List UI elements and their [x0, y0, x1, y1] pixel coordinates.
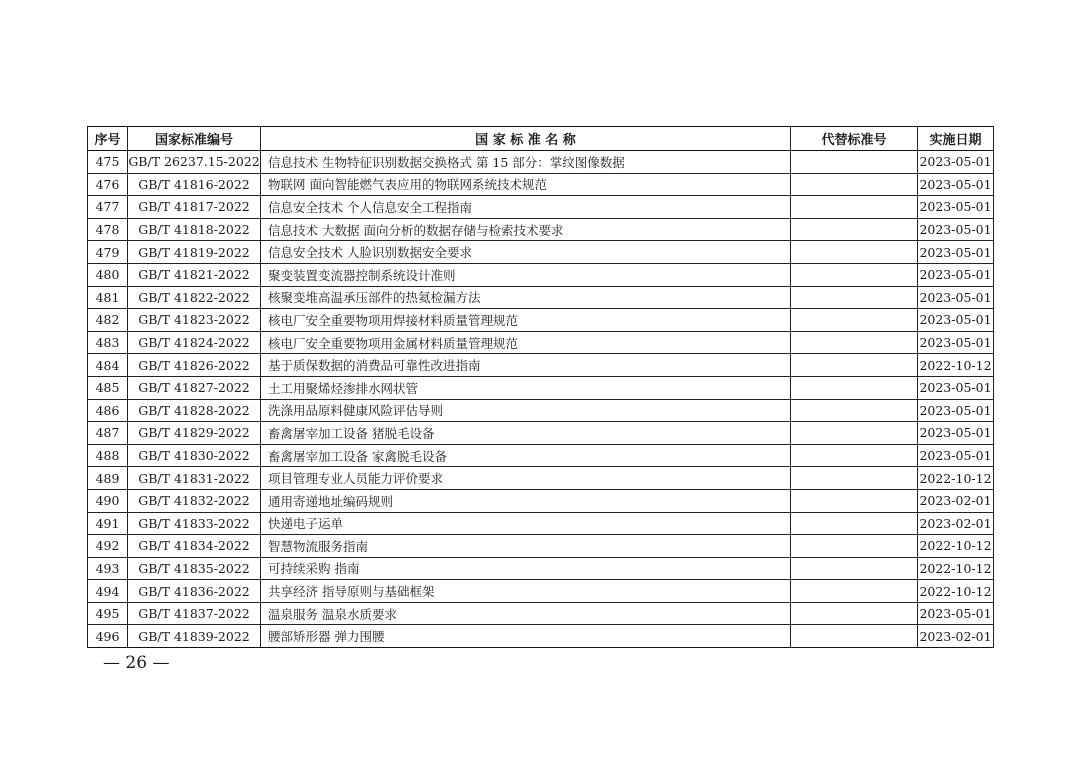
cell-replaced — [791, 241, 918, 264]
cell-code: GB/T 41835-2022 — [128, 557, 261, 580]
cell-seq: 486 — [88, 399, 128, 422]
table-body — [88, 151, 994, 648]
cell-name: 快递电子运单 — [261, 512, 791, 535]
cell-name: 土工用聚烯烃渗排水网状管 — [261, 376, 791, 399]
cell-date: 2023-05-01 — [918, 422, 994, 445]
cell-code: GB/T 41830-2022 — [128, 444, 261, 467]
cell-seq: 488 — [88, 444, 128, 467]
table-row — [88, 399, 994, 422]
cell-name: 温泉服务 温泉水质要求 — [261, 602, 791, 625]
cell-seq: 483 — [88, 331, 128, 354]
cell-date: 2023-05-01 — [918, 331, 994, 354]
cell-seq: 484 — [88, 354, 128, 377]
cell-date: 2023-05-01 — [918, 263, 994, 286]
table-row — [88, 196, 994, 219]
cell-date: 2023-05-01 — [918, 444, 994, 467]
cell-replaced — [791, 444, 918, 467]
cell-date: 2023-05-01 — [918, 218, 994, 241]
table-row — [88, 286, 994, 309]
cell-seq: 490 — [88, 489, 128, 512]
table-row — [88, 309, 994, 332]
cell-replaced — [791, 354, 918, 377]
cell-replaced — [791, 309, 918, 332]
cell-replaced — [791, 580, 918, 603]
cell-replaced — [791, 196, 918, 219]
cell-name: 核电厂安全重要物项用焊接材料质量管理规范 — [261, 309, 791, 332]
cell-code: GB/T 41834-2022 — [128, 535, 261, 558]
table-row — [88, 444, 994, 467]
cell-name: 信息技术 大数据 面向分析的数据存储与检索技术要求 — [261, 218, 791, 241]
cell-name: 核聚变堆高温承压部件的热氦检漏方法 — [261, 286, 791, 309]
cell-code: GB/T 41816-2022 — [128, 173, 261, 196]
table-row — [88, 263, 994, 286]
table-row — [88, 467, 994, 490]
table-row — [88, 580, 994, 603]
cell-name: 核电厂安全重要物项用金属材料质量管理规范 — [261, 331, 791, 354]
table-row — [88, 151, 994, 174]
cell-seq: 475 — [88, 151, 128, 174]
cell-seq: 494 — [88, 580, 128, 603]
header-code: 国家标准编号 — [128, 127, 261, 151]
cell-date: 2022-10-12 — [918, 535, 994, 558]
cell-replaced — [791, 422, 918, 445]
cell-seq: 485 — [88, 376, 128, 399]
cell-code: GB/T 41827-2022 — [128, 376, 261, 399]
table-row — [88, 218, 994, 241]
table-row — [88, 354, 994, 377]
cell-name: 智慧物流服务指南 — [261, 535, 791, 558]
table-row — [88, 241, 994, 264]
cell-replaced — [791, 557, 918, 580]
cell-date: 2023-02-01 — [918, 512, 994, 535]
standards-table — [87, 126, 994, 648]
cell-date: 2023-02-01 — [918, 489, 994, 512]
cell-replaced — [791, 151, 918, 174]
cell-date: 2023-05-01 — [918, 376, 994, 399]
cell-replaced — [791, 218, 918, 241]
cell-code: GB/T 41818-2022 — [128, 218, 261, 241]
cell-name: 共享经济 指导原则与基础框架 — [261, 580, 791, 603]
cell-date: 2023-02-01 — [918, 625, 994, 648]
cell-code: GB/T 41826-2022 — [128, 354, 261, 377]
cell-replaced — [791, 602, 918, 625]
cell-code: GB/T 41822-2022 — [128, 286, 261, 309]
cell-code: GB/T 41832-2022 — [128, 489, 261, 512]
cell-seq: 487 — [88, 422, 128, 445]
cell-date: 2023-05-01 — [918, 151, 994, 174]
cell-code: GB/T 41823-2022 — [128, 309, 261, 332]
cell-name: 物联网 面向智能燃气表应用的物联网系统技术规范 — [261, 173, 791, 196]
cell-seq: 491 — [88, 512, 128, 535]
cell-replaced — [791, 512, 918, 535]
cell-replaced — [791, 467, 918, 490]
cell-date: 2023-05-01 — [918, 602, 994, 625]
cell-code: GB/T 41837-2022 — [128, 602, 261, 625]
header-seq: 序号 — [88, 127, 128, 151]
cell-name: 聚变装置变流器控制系统设计准则 — [261, 263, 791, 286]
cell-date: 2023-05-01 — [918, 399, 994, 422]
cell-name: 腰部矫形器 弹力围腰 — [261, 625, 791, 648]
cell-date: 2022-10-12 — [918, 580, 994, 603]
table-row — [88, 557, 994, 580]
cell-seq: 480 — [88, 263, 128, 286]
cell-code: GB/T 41833-2022 — [128, 512, 261, 535]
cell-replaced — [791, 535, 918, 558]
header-replaced: 代替标准号 — [791, 127, 918, 151]
cell-name: 可持续采购 指南 — [261, 557, 791, 580]
header-name: 国 家 标 准 名 称 — [261, 127, 791, 151]
cell-date: 2023-05-01 — [918, 173, 994, 196]
cell-date: 2022-10-12 — [918, 354, 994, 377]
cell-name: 信息技术 生物特征识别数据交换格式 第 15 部分：掌纹图像数据 — [261, 151, 791, 174]
cell-seq: 493 — [88, 557, 128, 580]
cell-date: 2023-05-01 — [918, 196, 994, 219]
cell-seq: 496 — [88, 625, 128, 648]
cell-code: GB/T 41817-2022 — [128, 196, 261, 219]
cell-code: GB/T 41839-2022 — [128, 625, 261, 648]
table-row — [88, 489, 994, 512]
cell-replaced — [791, 331, 918, 354]
cell-replaced — [791, 625, 918, 648]
header-date: 实施日期 — [918, 127, 994, 151]
cell-name: 畜禽屠宰加工设备 家禽脱毛设备 — [261, 444, 791, 467]
cell-seq: 478 — [88, 218, 128, 241]
table-row — [88, 422, 994, 445]
cell-date: 2023-05-01 — [918, 286, 994, 309]
cell-date: 2022-10-12 — [918, 467, 994, 490]
cell-seq: 481 — [88, 286, 128, 309]
cell-name: 基于质保数据的消费品可靠性改进指南 — [261, 354, 791, 377]
cell-seq: 476 — [88, 173, 128, 196]
cell-replaced — [791, 489, 918, 512]
cell-seq: 482 — [88, 309, 128, 332]
cell-name: 洗涤用品原料健康风险评估导则 — [261, 399, 791, 422]
cell-replaced — [791, 286, 918, 309]
cell-date: 2022-10-12 — [918, 557, 994, 580]
table-row — [88, 512, 994, 535]
cell-code: GB/T 26237.15-2022 — [128, 151, 261, 174]
cell-replaced — [791, 173, 918, 196]
table-row — [88, 376, 994, 399]
page-number: — 26 — — [103, 653, 170, 673]
cell-code: GB/T 41829-2022 — [128, 422, 261, 445]
cell-name: 项目管理专业人员能力评价要求 — [261, 467, 791, 490]
header-row — [88, 127, 994, 151]
cell-seq: 492 — [88, 535, 128, 558]
cell-seq: 489 — [88, 467, 128, 490]
cell-name: 通用寄递地址编码规则 — [261, 489, 791, 512]
cell-seq: 477 — [88, 196, 128, 219]
cell-date: 2023-05-01 — [918, 309, 994, 332]
table-row — [88, 535, 994, 558]
table-row — [88, 173, 994, 196]
cell-code: GB/T 41819-2022 — [128, 241, 261, 264]
table-header — [88, 127, 994, 151]
cell-replaced — [791, 376, 918, 399]
cell-code: GB/T 41831-2022 — [128, 467, 261, 490]
cell-replaced — [791, 399, 918, 422]
cell-code: GB/T 41824-2022 — [128, 331, 261, 354]
table-row — [88, 625, 994, 648]
cell-name: 畜禽屠宰加工设备 猪脱毛设备 — [261, 422, 791, 445]
cell-seq: 479 — [88, 241, 128, 264]
cell-seq: 495 — [88, 602, 128, 625]
cell-date: 2023-05-01 — [918, 241, 994, 264]
cell-code: GB/T 41836-2022 — [128, 580, 261, 603]
table-row — [88, 331, 994, 354]
cell-code: GB/T 41821-2022 — [128, 263, 261, 286]
table-row — [88, 602, 994, 625]
cell-name: 信息安全技术 人脸识别数据安全要求 — [261, 241, 791, 264]
cell-replaced — [791, 263, 918, 286]
cell-code: GB/T 41828-2022 — [128, 399, 261, 422]
cell-name: 信息安全技术 个人信息安全工程指南 — [261, 196, 791, 219]
